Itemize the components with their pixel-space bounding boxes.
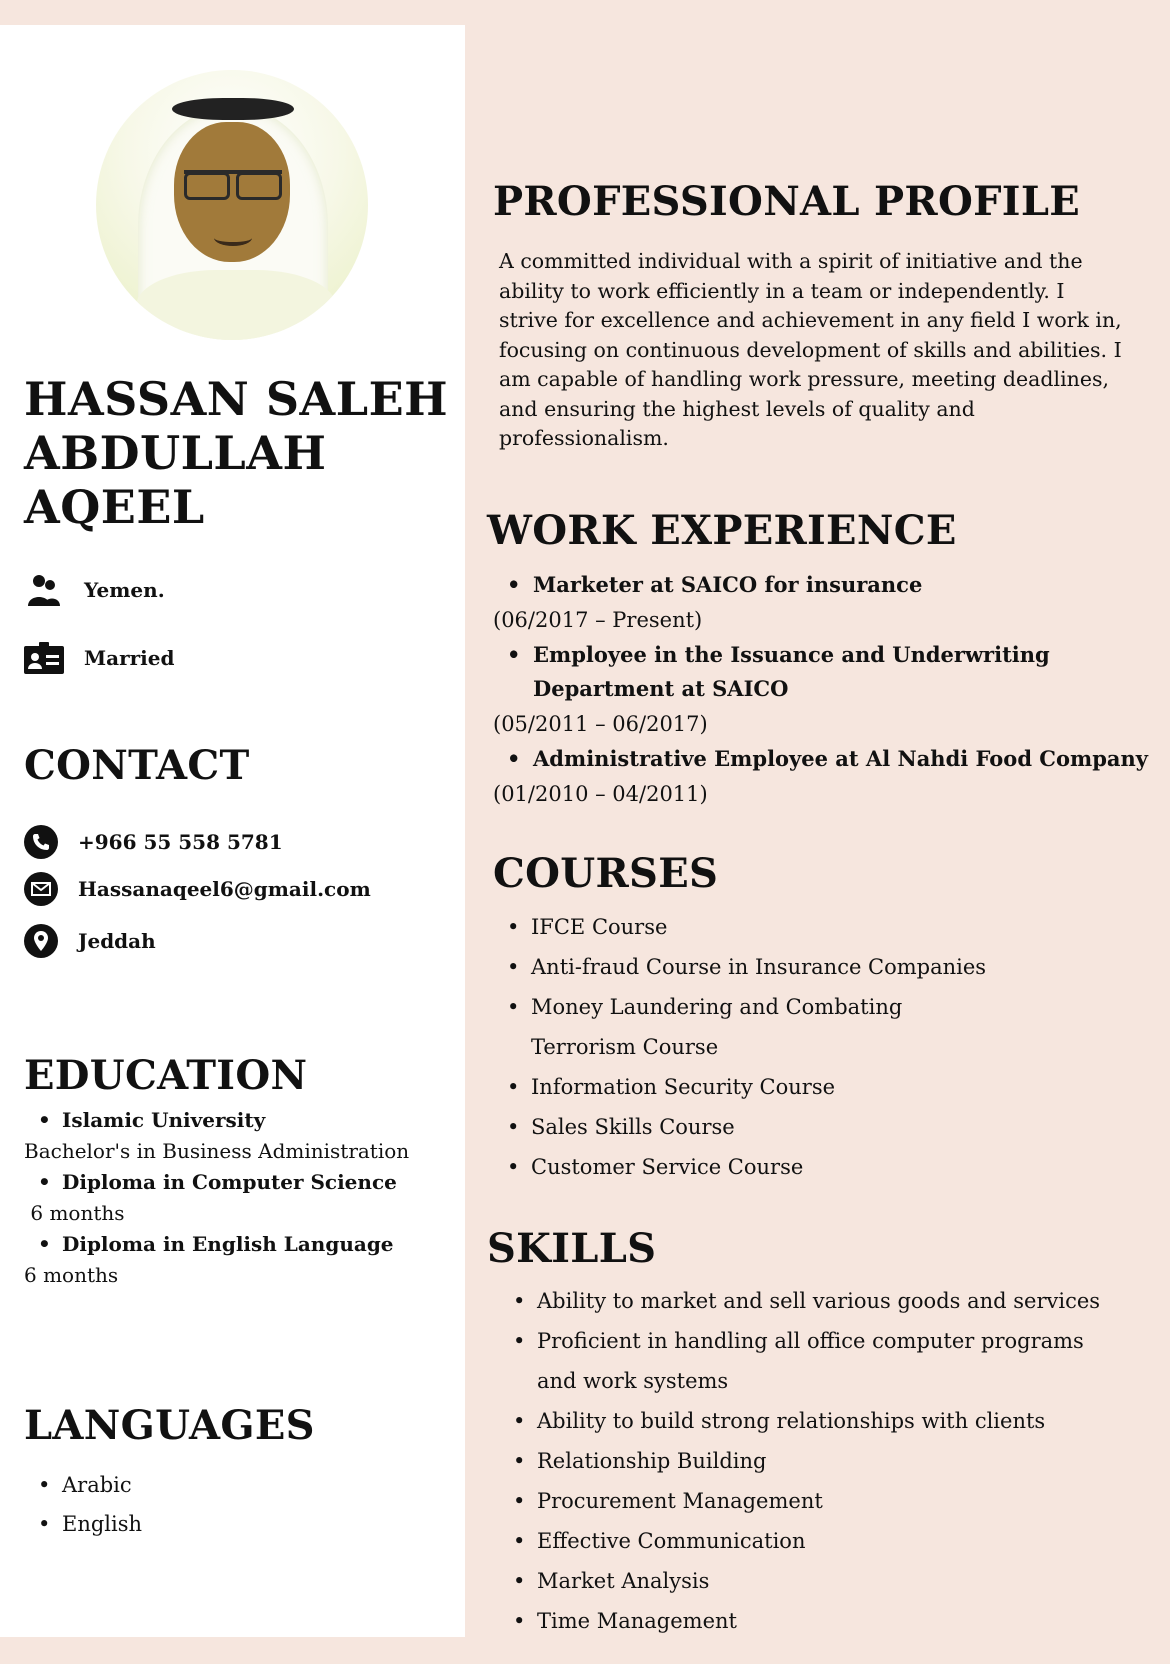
course-item: • Customer Service Course [493, 1147, 1013, 1187]
phone-icon [24, 825, 58, 859]
profile-summary: A committed individual with a spirit of initiative and the ability to work efficiently in a team or independently. I strive for excellence and achievement in any field I work in, focusing on continuous development of skills and abilities. I am capable of handling work pressure, meeting deadlines, and ensuring the highest levels of quality and professionalism. [499, 249, 1122, 450]
contact-heading: CONTACT [24, 742, 250, 789]
course-item: • Money Laundering and Combating Terrorism Course [493, 987, 1001, 1067]
education-degree: • Diploma in English Language [24, 1229, 454, 1260]
skill-item: • Effective Communication [499, 1521, 1119, 1561]
people-icon [24, 572, 64, 608]
location-row [24, 924, 156, 958]
job-title: • Administrative Employee at Al Nahdi Food Company [493, 742, 1153, 776]
skill-item: • Ability to market and sell various goods and services [499, 1281, 1119, 1321]
marital-status-text: Married [84, 646, 175, 670]
education-detail: Bachelor's in Business Administration [24, 1139, 410, 1163]
job-period: (05/2011 – 06/2017) [493, 712, 708, 736]
skill-item: • Time Management [499, 1601, 1119, 1641]
email-address[interactable]: Hassanaqeel6@gmail.com [78, 877, 371, 901]
skill-item: • Relationship Building [499, 1441, 1119, 1481]
skill-item: • Market Analysis [499, 1561, 1119, 1601]
location-pin-icon [24, 924, 58, 958]
work-list [493, 568, 1153, 812]
education-detail: 6 months [24, 1263, 119, 1287]
name-line-2: ABDULLAH [24, 426, 327, 480]
marital-status-row [24, 642, 174, 674]
full-name [24, 372, 448, 534]
course-item: • IFCE Course [493, 907, 1013, 947]
phone-number[interactable]: +966 55 558 5781 [78, 830, 283, 854]
course-item: • Sales Skills Course [493, 1107, 1013, 1147]
skill-item: • Ability to build strong relationships with clients [499, 1401, 1119, 1441]
nationality-row [24, 572, 165, 608]
language-item: • Arabic [24, 1466, 142, 1505]
course-item: • Anti-fraud Course in Insurance Companies [493, 947, 1013, 987]
mail-icon [24, 872, 58, 906]
skills-heading: SKILLS [487, 1225, 657, 1272]
job-period: (01/2010 – 04/2011) [493, 782, 708, 806]
courses-heading: COURSES [493, 850, 719, 897]
language-item: • English [24, 1505, 142, 1544]
phone-row [24, 825, 283, 859]
name-line-3: AQEEL [24, 480, 205, 534]
profile-photo [96, 70, 368, 340]
location-text: Jeddah [78, 929, 156, 953]
id-card-icon [24, 642, 64, 674]
email-row [24, 872, 371, 906]
skill-item: • Proficient in handling all office computer programs and work systems [499, 1321, 1119, 1401]
work-heading: WORK EXPERIENCE [487, 507, 957, 554]
nationality-text: Yemen. [84, 578, 165, 602]
skill-item: • Procurement Management [499, 1481, 1119, 1521]
job-period: (06/2017 – Present) [493, 608, 703, 632]
skills-list [499, 1281, 1119, 1641]
course-item: • Information Security Course [493, 1067, 1013, 1107]
job-title: • Marketer at SAICO for insurance [493, 568, 1153, 602]
languages-heading: LANGUAGES [24, 1402, 315, 1449]
education-degree: • Islamic University [24, 1105, 454, 1136]
education-list [24, 1105, 454, 1291]
name-line-1: HASSAN SALEH [24, 372, 449, 426]
courses-list [493, 907, 1013, 1187]
profile-heading: PROFESSIONAL PROFILE [493, 178, 1081, 225]
job-title: • Employee in the Issuance and Underwriting Department at SAICO [493, 638, 1053, 706]
education-heading: EDUCATION [24, 1052, 308, 1099]
education-detail: 6 months [24, 1201, 125, 1225]
languages-list [24, 1466, 142, 1544]
education-degree: • Diploma in Computer Science [24, 1167, 454, 1198]
